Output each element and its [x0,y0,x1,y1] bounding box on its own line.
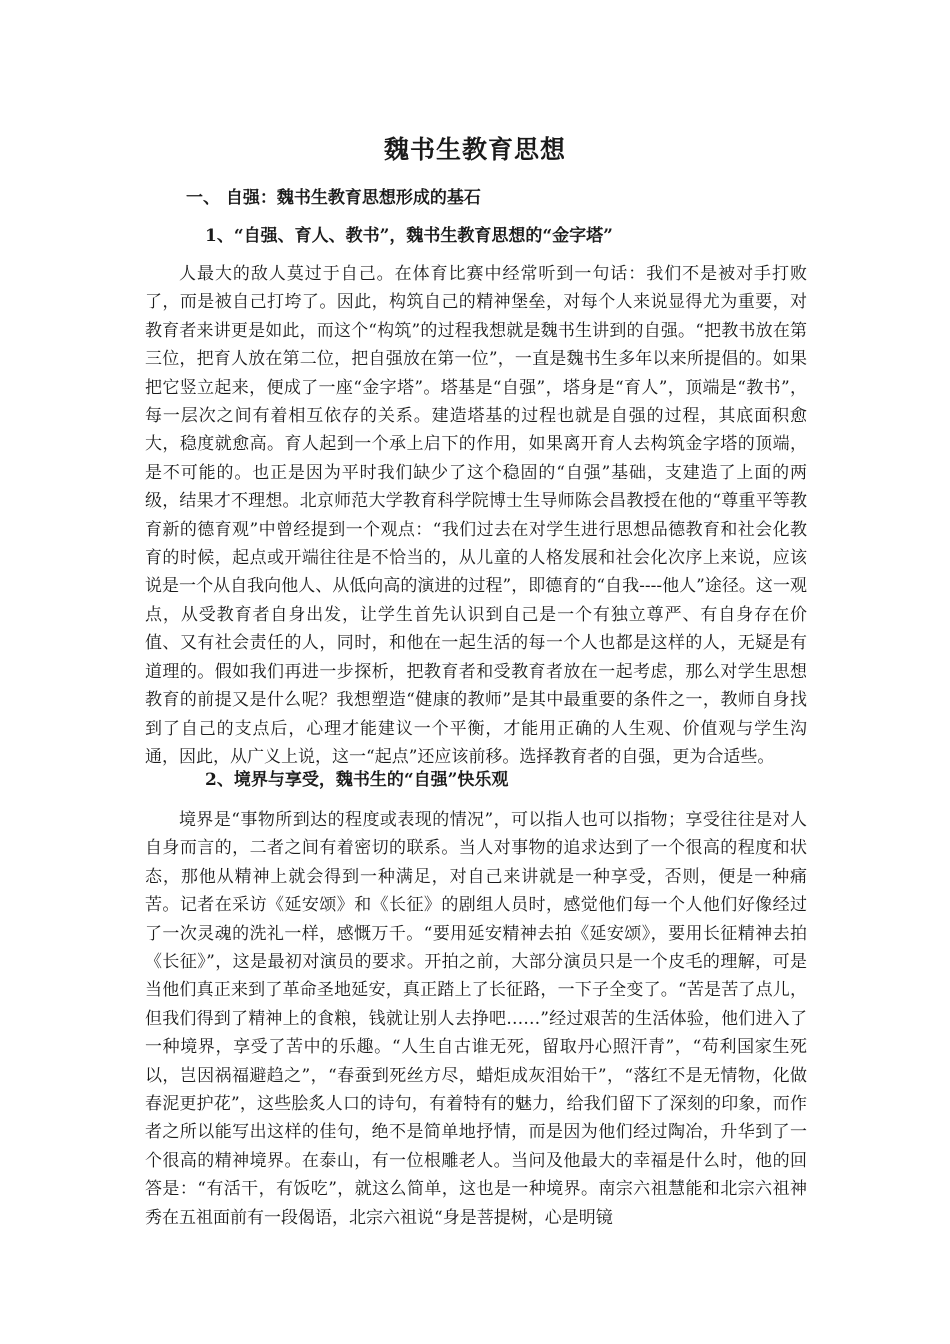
body-paragraph-2: 境界是“事物所到达的程度或表现的情况”，可以指人也可以指物；享受往往是对人自身而言的，二者之间有着密切的联系。当人对事物的追求达到了一个很高的程度和状态，那他从精神上就会得到一种满足，对自己来讲就是一种享受，否则，便是一种痛苦。记者在采访《延安颂》和《长征》的剧组人员时，感觉他们每一个人他们好像经过了一次灵魂的洗礼一样，感慨万千。“要用延安精神去拍《延安颂》，要用长征精神去拍《长征》”，这是最初对演员的要求。开拍之前，大部分演员只是一个皮毛的理解，可是当他们真正来到了革命圣地延安，真正踏上了长征路，一下子全变了。“苦是苦了点儿，但我们得到了精神上的食粮，钱就让别人去挣吧……”经过艰苦的生活体验，他们进入了一种境界，享受了苦中的乐趣。“人生自古谁无死，留取丹心照汗青”，“苟利国家生死以，岂因祸福避趋之”，“春蚕到死丝方尽，蜡炬成灰泪始干”，“落红不是无情物，化做春泥更护花”，这些脍炙人口的诗句，有着特有的魅力，给我们留下了深刻的印象，而作者之所以能写出这样的佳句，绝不是简单地抒情，而是因为他们经过陶冶，升华到了一个很高的精神境界。在泰山，有一位根雕老人。当问及他最大的幸福是什么时，他的回答是：“有活干，有饭吃”，就这么简单，这也是一种境界。南宗六祖慧能和北宗六祖神秀在五祖面前有一段偈语，北宗六祖说“身是菩提树，心是明镜 [145,810,807,1228]
document-title: 魏书生教育思想 [383,135,566,164]
body-paragraph-1: 人最大的敌人莫过于自己。在体育比赛中经常听到一句话：我们不是被对手打败了，而是被自己打垮了。因此，构筑自己的精神堡垒，对每个人来说显得尤为重要，对教育者来讲更是如此，而这个“构筑”的过程我想就是魏书生讲到的自强。“把教书放在第三位，把育人放在第二位，把自强放在第一位”，一直是魏书生多年以来所提倡的。如果把它竖立起来，便成了一座“金字塔”。塔基是“自强”，塔身是“育人”，顶端是“教书”，每一层次之间有着相互依存的关系。建造塔基的过程也就是自强的过程，其底面积愈大，稳度就愈高。育人起到一个承上启下的作用，如果离开育人去构筑金字塔的顶端，是不可能的。也正是因为平时我们缺少了这个稳固的“自强”基础，支建造了上面的两级，结果才不理想。北京师范大学教育科学院博士生导师陈会昌教授在他的“尊重平等教育新的德育观”中曾经提到一个观点：“我们过去在对学生进行思想品德教育和社会化教育的时候，起点或开端往往是不恰当的，从儿童的人格发展和社会化次序上来说，应该说是一个从自我向他人、从低向高的演进的过程”，即德育的“自我----他人”途径。这一观点，从受教育者自身出发，让学生首先认识到自己是一个有独立尊严、有自身存在价值、又有社会责任的人，同时，和他在一起生活的每一个人也都是这样的人，无疑是有道理的。假如我们再进一步探析，把教育者和受教育者放在一起考虑，那么对学生思想教育的前提又是什么呢？我想塑造“健康的教师”是其中最重要的条件之一，教师自身找到了自己的支点后，心理才能建议一个平衡，才能用正确的人生观、价值观与学生沟通，因此，从广义上说，这一“起点”还应该前移。选择教育者的自强，更为合适些。 [145,264,807,767]
subheading-1: 1、“自强、育人、教书”，魏书生教育思想的“金字塔” [205,226,613,246]
section-heading-1: 一、 自强：魏书生教育思想形成的基石 [186,188,481,208]
subheading-2: 2、境界与享受，魏书生的“自强”快乐观 [205,770,509,790]
